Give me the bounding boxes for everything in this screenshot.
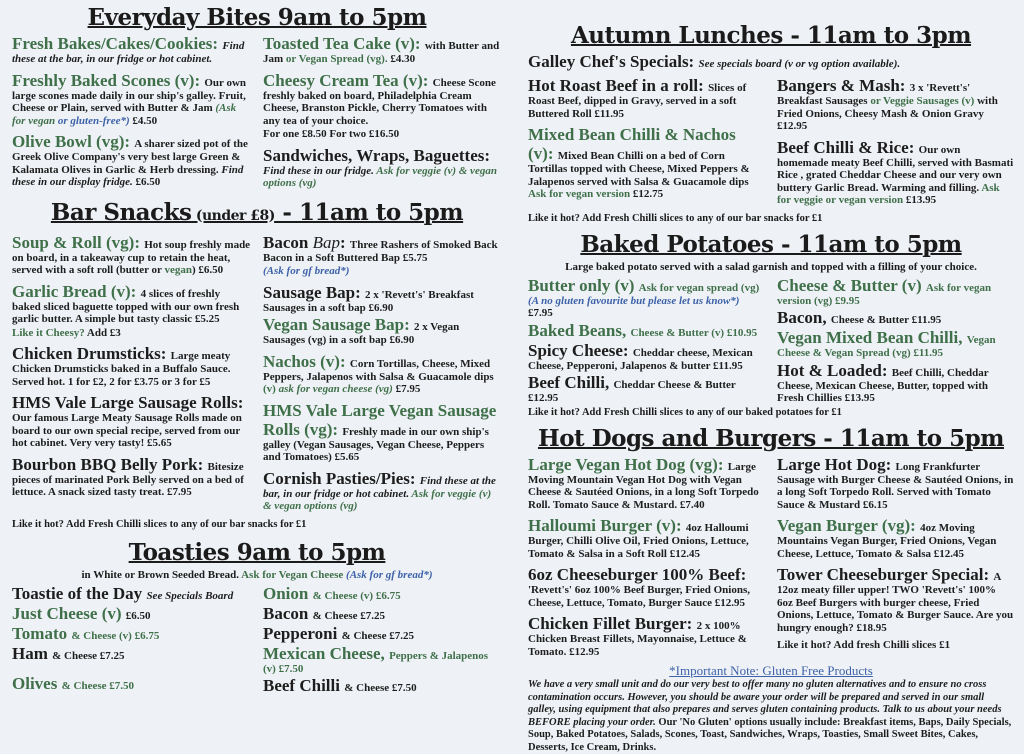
toasties-columns [12, 584, 502, 697]
menu-item [12, 604, 251, 623]
item-heading: Hot & Loaded: [777, 360, 892, 380]
section-title-bar-snacks [12, 199, 502, 230]
item-heading: Halloumi Burger (v): [528, 516, 686, 535]
gluten-note-text [528, 679, 1014, 754]
item-text: Cheese & Butter £11.95 [830, 314, 942, 326]
item-heading: : [339, 232, 350, 252]
autumn-columns [528, 76, 1014, 212]
item-heading: Vegan Mixed Bean Chilli, [777, 328, 967, 347]
menu-item [263, 315, 502, 347]
item-heading: Cheese & Butter (v) [777, 275, 926, 295]
item-text: Hot soup freshly made on board, in a takeaway cup to retain the heat, served with a soft roll (butter or [12, 238, 251, 276]
chilli-note: Like it hot? Add Fresh Chilli slices to any of our bar snacks for £1 [12, 518, 307, 530]
menu-item [777, 455, 1014, 512]
menu-item [263, 469, 502, 513]
everyday-left-column [12, 34, 251, 195]
item-text: Bap [312, 232, 340, 252]
item-text: Cheddar Cheese & Butter £12.95 [528, 379, 736, 404]
item-heading: Toastie of the Day [12, 583, 147, 603]
section-title-autumn-lunches: Autumn Lunches - 11am to 3pm [570, 22, 972, 49]
menu-item [528, 373, 765, 405]
menu-item [263, 71, 502, 128]
item-text: £4.50 [129, 114, 158, 127]
item-heading: Olive Bowl (vg): [12, 132, 135, 151]
menu-item [528, 516, 765, 560]
item-text: Our own homemade meaty Beef Chilli, served with Basmati Rice , grated Cheddar Cheese and our very own buttery Garlic Bread. Warming and filling. [777, 143, 1014, 194]
item-heading: 6oz Cheeseburger 100% Beef: [528, 565, 747, 584]
item-text: Like it Cheesy? [12, 326, 85, 339]
item-heading: Bacon [263, 603, 313, 623]
menu-item [12, 393, 251, 450]
menu-item [263, 146, 502, 190]
item-text: (Ask for gf bread*) [346, 568, 433, 581]
item-text: (A no gluten favourite but please let us know*) [528, 294, 740, 307]
chilli-note: Like it hot? Add Fresh Chilli slices to any of our bar snacks for £1 [528, 212, 823, 224]
item-text: Ask for veggie (v) & vegan options (vg) [263, 164, 497, 189]
item-text: with Fried Onions, Cheesy Mash & Onion Gravy £12.95 [777, 95, 998, 132]
section-hot-dogs-burgers [528, 425, 1014, 664]
menu-item [12, 233, 251, 277]
item-heading: Bacon, [777, 308, 831, 327]
item-text: Large meaty Chicken Drumsticks baked in a Buffalo Sauce. Served hot. 1 for £2, 2 for £3.75 or 3 for £5 [12, 350, 231, 388]
item-text: Ask for veggie or vegan version [777, 181, 1000, 206]
item-text: Ask for vegan version (vg) £9.95 [777, 281, 992, 307]
item-heading: Just Cheese (v) [12, 603, 126, 623]
item-text: ask for vegan cheese (vg) [278, 383, 393, 395]
item-text: Add £3 [84, 326, 121, 339]
item-text: ) £6.50 [191, 264, 224, 276]
bar-snacks-left-column [12, 233, 251, 518]
item-text: Cheddar cheese, Mexican Cheese, Pepperoni, Jalapenos & butter £11.95 [528, 346, 753, 372]
item-text: £13.95 [903, 194, 937, 206]
item-text: & Cheese £7.25 [341, 629, 414, 642]
hotdogs-right-column [777, 455, 1014, 664]
section-toasties [12, 539, 502, 697]
menu-item [528, 614, 765, 658]
bar-snacks-columns [12, 233, 502, 518]
menu-item [263, 604, 502, 623]
item-text: Mixed Bean Chilli on a bed of Corn Tortillas topped with Cheese, Mixed Peppers & Jalapenos served with Salsa & Guacamole dips [528, 150, 750, 188]
item-text: Find these at the bar, in our fridge or hot cabinet. [12, 40, 245, 65]
item-heading: Vegan Sausage Bap: [263, 315, 414, 334]
item-text: Find these in our display fridge. [12, 163, 244, 188]
menu-item [263, 584, 502, 603]
item-text: A 12oz meaty filler upper! TWO 'Revett's' 100% 6oz Beef Burgers with burger cheese, Fried Onions, Lettuce, Tomato & Burger Sauce. Are you hungry enough? £18.95 [777, 571, 1014, 634]
item-text: Bitesize pieces of marinated Pork Belly served on a bed of lettuce. A snack sized tasty treat. £7.95 [12, 460, 244, 498]
toasties-left-column [12, 584, 251, 697]
item-heading: Mixed Bean Chilli & Nachos (v): [528, 125, 736, 163]
item-heading: Large Vegan Hot Dog (vg): [528, 454, 728, 474]
item-text: £12.75 [630, 188, 664, 200]
item-text: Long Frankfurter Sausage with Burger Cheese & Sautéed Onions, in a long Soft Torpedo Roll. Served with Tomato Sauce & Mustard £6.15 [777, 460, 1014, 511]
bar-snacks-right-column [263, 233, 502, 518]
item-heading: Beef Chilli, [528, 373, 614, 392]
item-heading: Pepperoni [263, 623, 342, 643]
menu-item [777, 138, 1014, 207]
menu-item [12, 34, 251, 66]
item-text: & Cheese (v) £6.75 [71, 629, 160, 642]
hotdogs-left-column [528, 455, 765, 664]
item-text: & Cheese £7.25 [312, 609, 385, 622]
item-heading: Tomato [12, 623, 72, 643]
menu-item [263, 128, 502, 141]
item-heading: Beef Chilli [263, 676, 345, 695]
item-text: Our famous Large Meaty Sausage Rolls made on board to our own special recipe, served from our hot cabinet. Very very tasty! £5.65 [12, 412, 242, 449]
item-heading: Bangers & Mash: [777, 76, 910, 95]
item-text: & Cheese (v) £6.75 [312, 589, 401, 602]
menu-item [528, 455, 765, 512]
item-text: Like it hot? Add fresh Chilli slices £1 [777, 639, 951, 651]
item-text: £6.50 [125, 609, 151, 622]
section-gluten-note [528, 663, 1014, 754]
menu-item [12, 584, 251, 603]
toasties-right-column [263, 584, 502, 697]
item-text: Peppers & Jalapenos (v) £7.50 [263, 649, 489, 675]
item-text: or Vegan Spread (vg). [285, 53, 388, 65]
item-heading: Hot Roast Beef in a roll: [528, 76, 709, 95]
item-heading: Vegan Burger (vg): [777, 516, 921, 535]
item-heading: Cheesy Cream Tea (v): [263, 70, 433, 90]
menu-item [777, 639, 1014, 652]
hotdogs-columns [528, 455, 1014, 664]
item-text: Corn Tortillas, Cheese, Mixed Peppers, Jalapenos with Salsa & Guacamole dips [263, 357, 494, 383]
item-text: Slices of Roast Beef, dipped in Gravy, served in a soft Buttered Roll £11.95 [528, 82, 747, 120]
item-text: (Ask for vegan [12, 102, 237, 127]
menu-item [12, 674, 251, 693]
title-text: Bar Snacks [50, 198, 192, 226]
menu-item [12, 344, 251, 388]
menu-item [528, 321, 765, 340]
item-heading: Chicken Fillet Burger: [528, 614, 697, 633]
menu-item [528, 276, 765, 320]
item-heading: Cornish Pasties/Pies: [263, 468, 420, 488]
item-text: vegan [164, 264, 192, 276]
item-heading: Garlic Bread (v): [12, 281, 141, 301]
item-heading: Toasted Tea Cake (v): [263, 34, 425, 53]
menu-item [777, 516, 1014, 560]
item-text: For one £8.50 For two £16.50 [263, 128, 400, 140]
item-text: 4oz Halloumi Burger, Chilli Olive Oil, Fried Onions, Lettuce, Tomato & Salsa in a Soft Roll £12.45 [528, 522, 749, 560]
menu-item [12, 282, 251, 326]
menu-item [263, 34, 502, 66]
menu-item [263, 644, 502, 676]
item-text: £4.30 [387, 53, 416, 65]
item-text: Cheese Scone freshly baked on board, Philadelphia Cream Cheese, Branston Pickle, Cherry Tomatoes with any tea of your choice. [263, 76, 496, 127]
section-title-toasties: Toasties 9am to 5pm [128, 538, 386, 566]
menu-item [12, 455, 251, 499]
menu-item [777, 565, 1014, 634]
item-text: 3 x 'Revett's' Breakfast Sausages [777, 82, 971, 107]
item-heading: Spicy Cheese: [528, 340, 633, 360]
menu-item [12, 327, 251, 340]
menu-item [263, 676, 502, 695]
menu-item [528, 76, 765, 120]
item-text: Ask for vegan spread (vg) [638, 281, 760, 294]
item-heading: Chicken Drumsticks: [12, 344, 171, 363]
item-text: Our 'No Gluten' options usually include: Breakfast items, Baps, Daily Specials, Soup, Baked Potatoes, Salads, Scones, Toast, Sandwiches, Wraps, Toasties, Small Sweet Bites, Cakes, Desserts, Ice Cream, Drinks. [528, 716, 1012, 753]
item-heading: Tower Cheeseburger Special: [777, 565, 994, 584]
chilli-note: Like it hot? Add Fresh Chilli slices to any of our baked potatoes for £1 [528, 406, 842, 418]
item-heading: Large Hot Dog: [777, 454, 896, 474]
item-text: Find these in our fridge. [263, 164, 377, 177]
item-heading: Ham [12, 643, 53, 663]
item-text: 4oz Moving Mountains Vegan Burger, Fried Onions, Vegan Cheese, Lettuce, Tomato & Salsa £12.45 [777, 522, 997, 560]
item-heading: Nachos (v): [263, 351, 350, 371]
item-heading: Bacon [263, 232, 313, 252]
toasties-subtitle [12, 569, 502, 582]
potatoes-columns [528, 276, 1014, 406]
item-heading: Fresh Bakes/Cakes/Cookies: [12, 34, 223, 53]
menu-item [12, 132, 251, 189]
item-text: Ask for vegan version [528, 188, 631, 200]
autumn-right-column [777, 76, 1014, 212]
item-text: 'Revett's' 6oz 100% Beef Burger, Fried Onions, Cheese, Lettuce, Tomato, Burger Sauce £12.95 [528, 584, 751, 609]
item-text: 4 slices of freshly baked sliced baguette topped with our own fresh garlic butter. A simple but tasty classic £5.25 [12, 287, 240, 325]
item-text: or Veggie Sausages (v) [870, 95, 975, 107]
item-heading: Freshly Baked Scones (v): [12, 70, 205, 90]
item-text: Ask for Vegan Cheese [241, 568, 347, 581]
section-title-baked-potatoes: Baked Potatoes - 11am to 5pm [580, 230, 962, 258]
item-text: 2 x Vegan Sausages (vg) in a soft bap £6.90 [263, 321, 460, 346]
item-heading: HMS Vale Large Vegan Sausage Rolls (vg): [263, 400, 497, 439]
item-text: £6.50 [132, 176, 161, 188]
everyday-columns [12, 34, 502, 195]
everyday-right-column [263, 34, 502, 195]
item-text: 2 x 100% Chicken Breast Fillets, Mayonnaise, Lettuce & Tomato. £12.95 [528, 620, 747, 658]
section-title-everyday-bites: Everyday Bites 9am to 5pm [87, 4, 427, 31]
right-page [512, 0, 1024, 753]
left-page [0, 0, 512, 730]
item-text: Our own large scones made daily in our ship's galley. Fruit, Cheese or Plain, served with Butter & Jam [12, 76, 247, 114]
menu-item [777, 276, 1014, 308]
menu-item [528, 341, 765, 373]
gluten-note-title: *Important Note: Gluten Free Products [669, 663, 873, 678]
menu-item [777, 308, 1014, 327]
menu-item [777, 328, 1014, 360]
item-text: & Cheese £7.50 [61, 679, 134, 692]
title-price-note: (under £8) [191, 207, 275, 224]
item-text: in White or Brown Seeded Bread. [81, 568, 242, 581]
item-text: A sharer sized pot of the Greek Olive Company's very best large Green & Kalamata Olives in Garlic & Herb dressing. [12, 138, 248, 176]
potatoes-right-column [777, 276, 1014, 406]
item-text: (v) [263, 383, 279, 395]
item-heading: HMS Vale Large Sausage Rolls: [12, 393, 244, 412]
menu-item [528, 52, 1014, 71]
section-autumn-lunches [528, 22, 1014, 229]
section-bar-snacks [12, 199, 502, 535]
item-text: 2 x 'Revett's' Breakfast Sausages in a soft bap £6.90 [263, 288, 474, 314]
item-text: £7.95 [528, 307, 553, 319]
menu-item [263, 233, 502, 265]
menu-item [777, 361, 1014, 405]
item-heading: Baked Beans, [528, 320, 631, 340]
section-baked-potatoes [528, 231, 1014, 423]
item-heading: Olives [12, 673, 62, 693]
autumn-left-column [528, 76, 765, 212]
item-text: Cheese & Butter (v) £10.95 [630, 326, 758, 339]
item-text: Beef Chilli, Cheddar Cheese, Mexican Cheese, Butter, topped with Fresh Chillies £13.95 [777, 366, 989, 404]
menu-item [12, 71, 251, 128]
item-text: Large Moving Mountain Vegan Hot Dog with Vegan Cheese & Sautéed Onions, in a long Soft Torpedo Roll. Tomato Sauce & Mustard. £7.40 [528, 460, 759, 511]
item-text: & Cheese £7.50 [344, 682, 417, 694]
item-text: See specials board (v or vg option available). [698, 58, 901, 70]
item-heading: Onion [263, 583, 313, 603]
item-heading: Beef Chilli & Rice: [777, 137, 919, 157]
menu-item [528, 125, 765, 201]
menu-item [12, 644, 251, 663]
item-heading: Soup & Roll (vg): [12, 232, 145, 252]
item-heading: Butter only (v) [528, 275, 639, 295]
item-heading: Bourbon BBQ Belly Pork: [12, 454, 208, 474]
menu-item [777, 76, 1014, 133]
menu-item [263, 283, 502, 315]
menu-item [263, 624, 502, 643]
item-text: with Butter and Jam [263, 40, 500, 65]
item-text: or gluten-free*) [57, 114, 130, 127]
menu-item [12, 624, 251, 643]
item-text: Three Rashers of Smoked Back Bacon in a Soft Buttered Bap £5.75 [263, 238, 498, 264]
item-text: £7.95 [392, 383, 421, 395]
menu-item [528, 565, 765, 609]
item-heading: Sandwiches, Wraps, Baguettes: [263, 145, 491, 165]
item-text: Freshly made in our own ship's galley (Vegan Sausages, Vegan Cheese, Peppers and Tomatoes) £5.65 [263, 425, 489, 463]
section-title-hot-dogs-burgers: Hot Dogs and Burgers - 11am to 5pm [537, 424, 1004, 452]
item-heading: Galley Chef's Specials: [528, 52, 699, 71]
item-text: We have a very small unit and do our very best to offer many no gluten alternatives and to ensure no cross contamination occurs. However, you should be aware your order will be prepared and served in our small galley, using equipment that also prepares and serves gluten containing products. Talk to us about your needs BEFORE placing your order. [528, 679, 1002, 728]
menu-item [263, 265, 502, 278]
item-heading: Sausage Bap: [263, 282, 366, 302]
item-text: Vegan Cheese & Vegan Spread (vg) £11.95 [777, 334, 996, 359]
item-text: Find these at the bar, in our fridge or hot cabinet. [263, 474, 496, 500]
menu-item [263, 352, 502, 396]
section-everyday-bites [12, 4, 502, 195]
title-time: - 11am to 5pm [274, 198, 464, 226]
potatoes-subtitle: Large baked potato served with a salad garnish and topped with a filling of your choice. [565, 260, 977, 273]
potatoes-left-column [528, 276, 765, 406]
item-text: See Specials Board [146, 589, 234, 602]
item-text: Ask for veggie (v) & vegan options (vg) [263, 487, 492, 512]
item-text: & Cheese £7.25 [52, 649, 125, 662]
menu-item [263, 401, 502, 464]
item-text: (Ask for gf bread*) [263, 265, 350, 277]
item-heading: Mexican Cheese, [263, 643, 390, 663]
